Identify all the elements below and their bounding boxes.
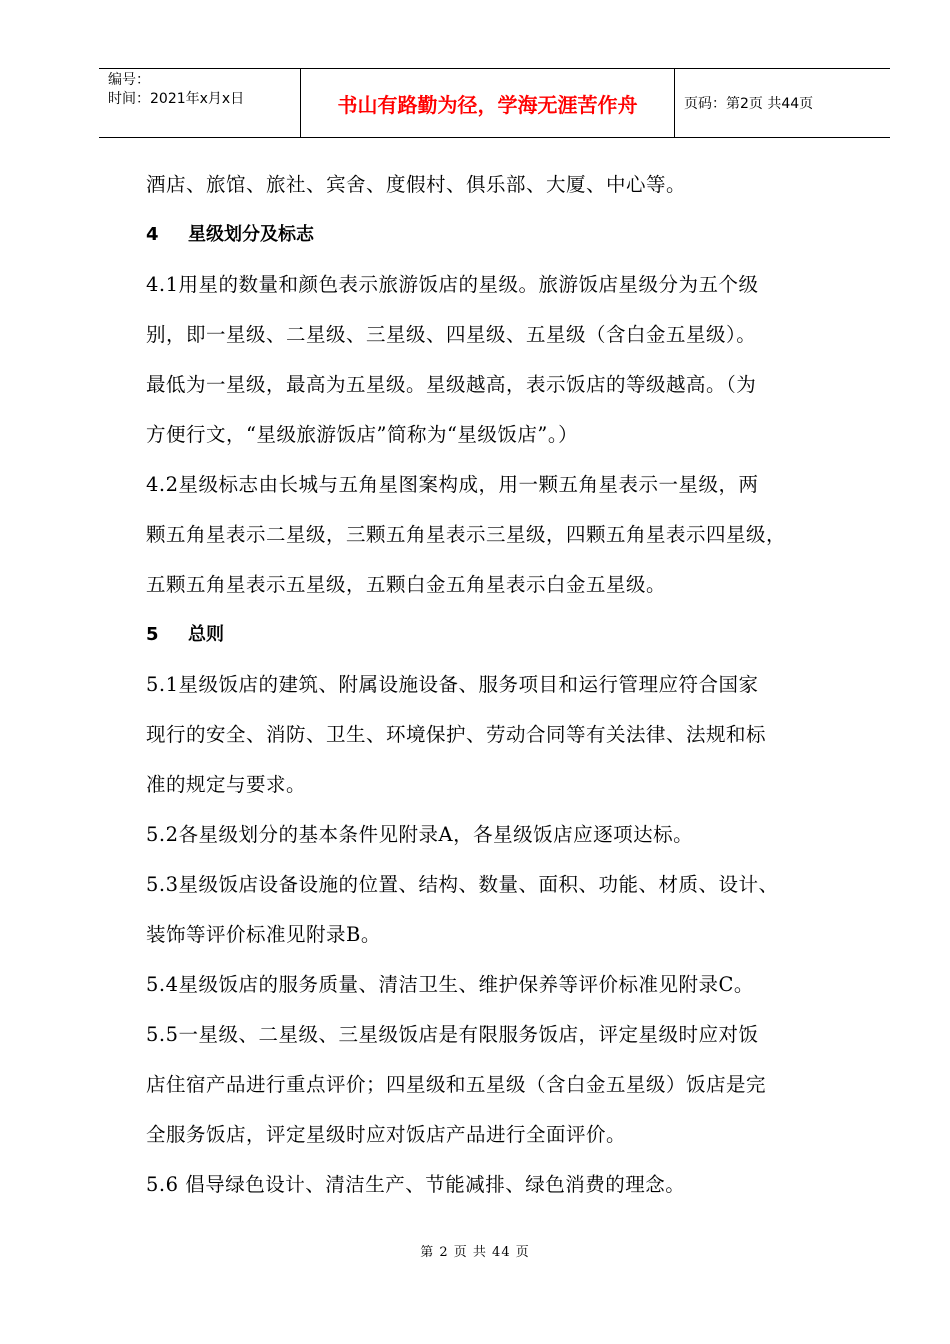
paragraph-line: 装饰等评价标准见附录B。 (146, 923, 381, 946)
paragraph-line: 5.2各星级划分的基本条件见附录A，各星级饭店应逐项达标。 (146, 823, 694, 846)
paragraph-line: 5.3星级饭店设备设施的位置、结构、数量、面积、功能、材质、设计、 (146, 873, 779, 896)
paragraph-line: 方便行文，“星级旅游饭店”简称为“星级饭店”。） (146, 423, 579, 446)
section-heading-5 (146, 610, 866, 660)
header-page-info: 页码：第2页 共44页 (684, 96, 814, 112)
paragraph-line: 店住宿产品进行重点评价；四星级和五星级（含白金五星级）饭店是完 (146, 1073, 767, 1096)
paragraph-line: 准的规定与要求。 (146, 773, 307, 796)
paragraph-line: 全服务饭店，评定星级时应对饭店产品进行全面评价。 (146, 1123, 627, 1146)
paragraph-line: 最低为一星级，最高为五星级。星级越高，表示饭店的等级越高。（为 (146, 373, 757, 396)
section-number: 4 (146, 224, 159, 245)
number-label: 编号： (108, 72, 150, 88)
paragraph-line: 别，即一星级、二星级、三星级、四星级、五星级（含白金五星级）。 (146, 323, 757, 346)
paragraph-line: 4.2星级标志由长城与五角星图案构成，用一颗五角星表示一星级，两 (146, 473, 759, 496)
paragraph-line: 4.1用星的数量和颜色表示旅游饭店的星级。旅游饭店星级分为五个级 (146, 273, 759, 296)
page-footer: 第 2 页 共 44 页 (420, 1245, 530, 1260)
paragraph-line: 5.1星级饭店的建筑、附属设施设备、服务项目和运行管理应符合国家 (146, 673, 759, 696)
paragraph-line: 5.6 倡导绿色设计、清洁生产、节能减排、绿色消费的理念。 (146, 1173, 686, 1196)
document-header (99, 68, 890, 138)
section-title: 总则 (188, 624, 224, 645)
header-motto: 书山有路勤为径，学海无涯苦作舟 (301, 69, 675, 137)
section-heading-4 (146, 210, 866, 260)
paragraph-line: 5.4星级饭店的服务质量、清洁卫生、维护保养等评价标准见附录C。 (146, 973, 754, 996)
body-line: 酒店、旅馆、旅社、宾舍、度假村、俱乐部、大厦、中心等。 (146, 173, 687, 196)
section-title: 星级划分及标志 (188, 224, 314, 245)
section-number: 5 (146, 624, 159, 645)
document-body (146, 160, 866, 1210)
time-label: 时间：2021年x月x日 (108, 91, 245, 107)
paragraph-line: 五颗五角星表示五星级，五颗白金五角星表示白金五星级。 (146, 573, 667, 596)
paragraph-line: 5.5一星级、二星级、三星级饭店是有限服务饭店，评定星级时应对饭 (146, 1023, 759, 1046)
header-meta (99, 69, 301, 137)
paragraph-line: 颗五角星表示二星级，三颗五角星表示三星级，四颗五角星表示四星级， (146, 523, 787, 546)
paragraph-line: 现行的安全、消防、卫生、环境保护、劳动合同等有关法律、法规和标 (146, 723, 767, 746)
